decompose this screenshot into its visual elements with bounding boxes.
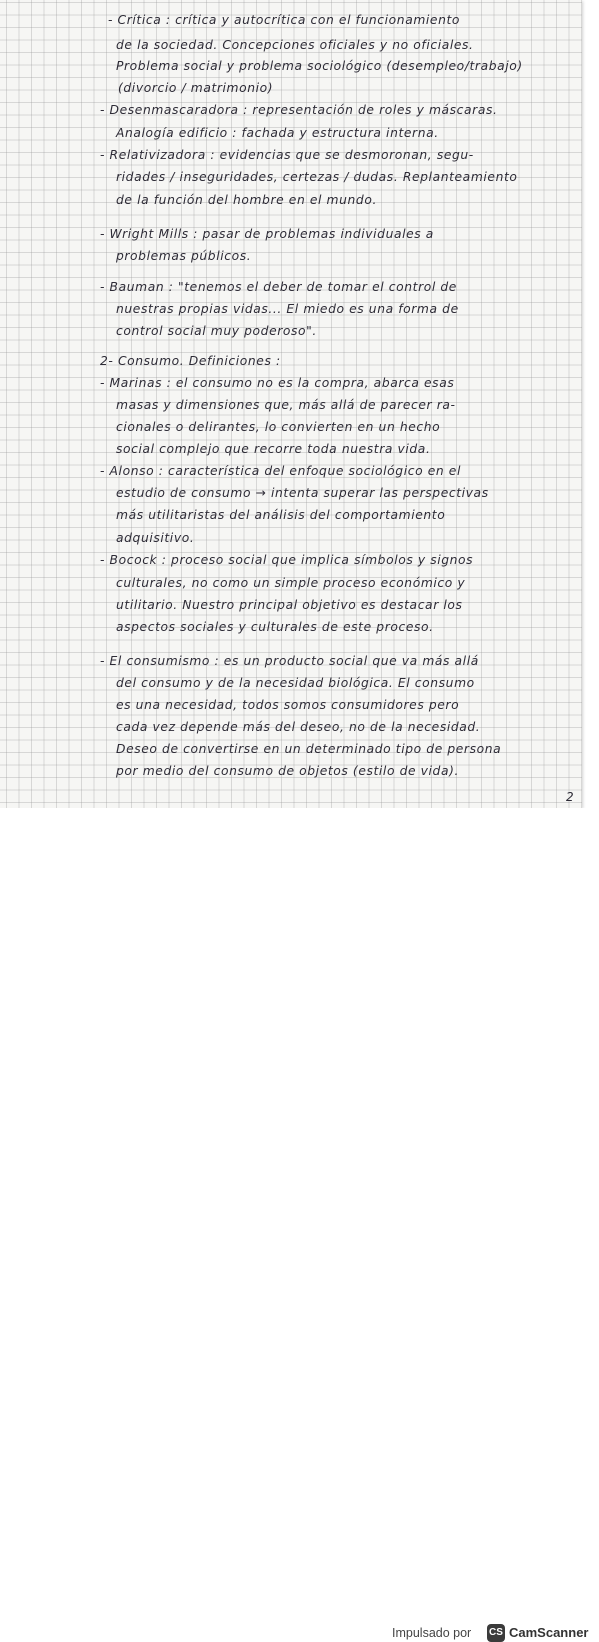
note-line: cionales o delirantes, lo convierten en un hecho [116,420,441,434]
note-line: - Desenmascaradora : representación de roles y máscaras. [100,103,498,117]
note-line: estudio de consumo → intenta superar las perspectivas [116,486,489,500]
note-line: del consumo y de la necesidad biológica. El consumo [116,676,475,690]
note-line: de la función del hombre en el mundo. [116,193,377,207]
note-line: - Wright Mills : pasar de problemas individuales a [100,227,434,241]
note-line: Problema social y problema sociológico (desempleo/trabajo) [116,59,523,73]
note-line: nuestras propias vidas... El miedo es una forma de [116,302,459,316]
note-line: - Alonso : característica del enfoque sociológico en el [100,464,461,478]
camscanner-brand: CamScanner [509,1625,589,1640]
note-line: por medio del consumo de objetos (estilo de vida). [116,764,460,778]
note-line: masas y dimensiones que, más allá de parecer ra- [116,398,456,412]
scanner-footer [0,808,599,1640]
powered-by-label: Impulsado por [392,1626,472,1640]
note-line: (divorcio / matrimonio) [118,81,274,95]
note-line: más utilitaristas del análisis del comportamiento [116,508,446,522]
note-line: utilitario. Nuestro principal objetivo es destacar los [116,598,463,612]
note-line: social complejo que recorre toda nuestra vida. [116,442,431,456]
note-line: - Marinas : el consumo no es la compra, abarca esas [100,376,455,390]
page-number: 2 [566,790,574,804]
note-line: - Relativizadora : evidencias que se desmoronan, segu- [100,148,474,162]
note-line: problemas públicos. [116,249,252,263]
note-line: Analogía edificio : fachada y estructura interna. [116,126,439,140]
note-line: 2- Consumo. Definiciones : [100,354,281,368]
note-line: culturales, no como un simple proceso económico y [116,576,466,590]
note-line: - Bocock : proceso social que implica símbolos y signos [100,553,474,567]
note-line: aspectos sociales y culturales de este proceso. [116,620,434,634]
note-line: cada vez depende más del deseo, no de la necesidad. [116,720,481,734]
note-line: - Bauman : "tenemos el deber de tomar el control de [100,280,457,294]
grid-paper-sheet [0,0,582,808]
note-line: de la sociedad. Concepciones oficiales y no oficiales. [116,38,474,52]
camscanner-logo-icon: CS [487,1624,505,1642]
note-line: - El consumismo : es un producto social que va más allá [100,654,479,668]
note-line: adquisitivo. [116,531,195,545]
note-line: es una necesidad, todos somos consumidores pero [116,698,460,712]
note-line: - Crítica : crítica y autocrítica con el funcionamiento [108,13,461,27]
note-line: control social muy poderoso". [116,324,317,338]
note-line: ridades / inseguridades, certezas / dudas. Replanteamiento [116,170,518,184]
note-line: Deseo de convertirse en un determinado tipo de persona [116,742,502,756]
